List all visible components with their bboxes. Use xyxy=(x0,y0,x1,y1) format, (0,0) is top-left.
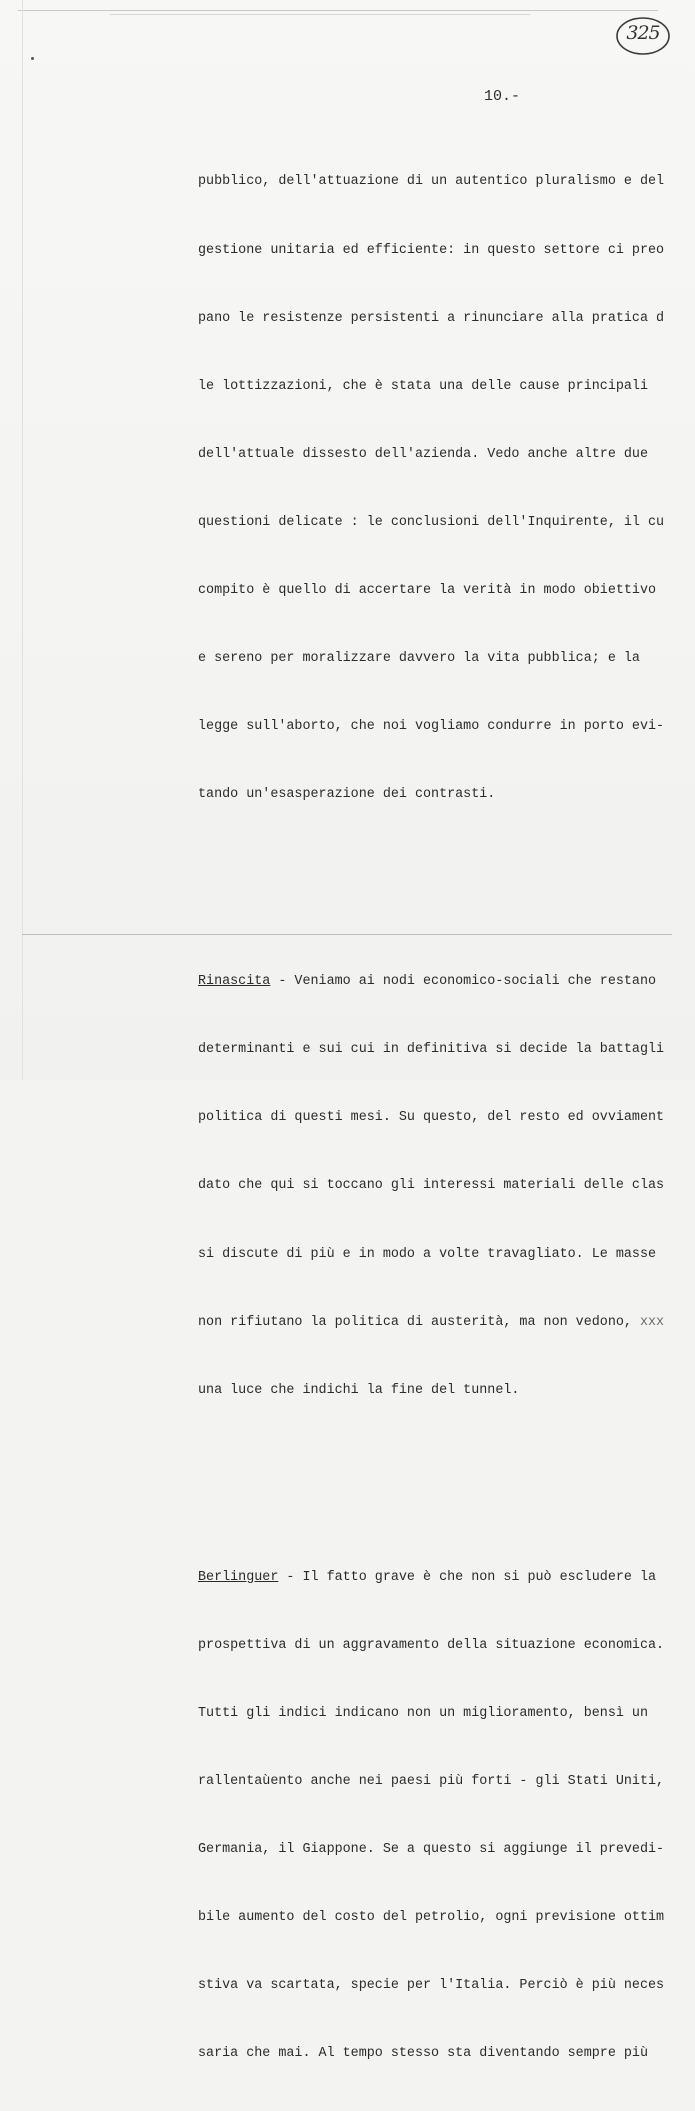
text-line: politica di questi mesi. Su questo, del resto ed ovviament xyxy=(198,1110,665,1126)
text-line: e sereno per moralizzare davvero la vita pubblica; e la xyxy=(198,651,640,667)
text-line: le lottizzazioni, che è stata una delle cause principali xyxy=(198,378,648,394)
bottom-rule xyxy=(22,934,672,935)
struck-text: xxx xyxy=(631,1314,665,1330)
text-line-rest: - Veniamo ai nodi economico-sociali che restano xyxy=(270,974,657,990)
text-line: si discute di più e in modo a volte travagliato. Le masse xyxy=(198,1246,657,1262)
text-line: pano le resistenze persistenti a rinunciare alla pratica d xyxy=(198,310,665,326)
text-line: una luce che indichi la fine del tunnel. xyxy=(198,1382,520,1398)
text-line: saria che mai. Al tempo stesso sta diventando sempre più xyxy=(198,2046,648,2062)
top-rule xyxy=(18,10,658,11)
text-line xyxy=(198,971,678,994)
text-line: rallentaùento anche nei paesi più forti - gli Stati Uniti, xyxy=(198,1773,665,1789)
text-line: legge sull'aborto, che noi vogliamo condurre in porto evi- xyxy=(198,719,665,735)
text-line-main: non rifiutano la politica di austerità, ma non vedono, xyxy=(198,1314,632,1330)
text-line: Tutti gli indici indicano non un miglioramento, bensì un xyxy=(198,1705,648,1721)
text-line xyxy=(198,1567,678,1590)
text-line: prospettiva di un aggravamento della situazione economica. xyxy=(198,1637,665,1653)
speaker-label: Rinascita xyxy=(198,974,271,990)
body-text xyxy=(198,126,678,2111)
text-line: tando un'esasperazione dei contrasti. xyxy=(198,787,496,803)
page-stamp xyxy=(614,14,672,58)
text-line: pubblico, dell'attuazione di un autentico pluralismo e del xyxy=(198,174,665,190)
left-margin-line xyxy=(22,0,23,1080)
text-line: determinanti e sui cui in definitiva si decide la battagli xyxy=(198,1042,665,1058)
text-line: Germania, il Giappone. Se a questo si aggiunge il prevedi- xyxy=(198,1842,665,1857)
text-line: gestione unitaria ed efficiente: in questo settore ci preo xyxy=(198,242,665,258)
text-line: bile aumento del costo del petrolio, ogni previsione ottim xyxy=(198,1910,665,1926)
text-line-rest: - Il fatto grave è che non si può escludere la xyxy=(278,1569,657,1585)
text-line: compito è quello di accertare la verità in modo obiettivo xyxy=(198,582,657,598)
text-line xyxy=(198,1312,678,1335)
page-number: 10.- xyxy=(484,88,521,105)
speaker-label: Berlinguer xyxy=(198,1569,279,1585)
text-line: dell'attuale dissesto dell'azienda. Vedo anche altre due xyxy=(198,446,648,462)
text-line: questioni delicate : le conclusioni dell'Inquirente, il cu xyxy=(198,514,665,530)
stamp-number: 325 xyxy=(626,22,660,44)
top-rule-secondary xyxy=(110,14,530,15)
punch-mark xyxy=(31,57,34,60)
text-line: stiva va scartata, specie per l'Italia. Perciò è più neces xyxy=(198,1978,665,1994)
text-line: dato che qui si toccano gli interessi materiali delle clas xyxy=(198,1178,665,1194)
